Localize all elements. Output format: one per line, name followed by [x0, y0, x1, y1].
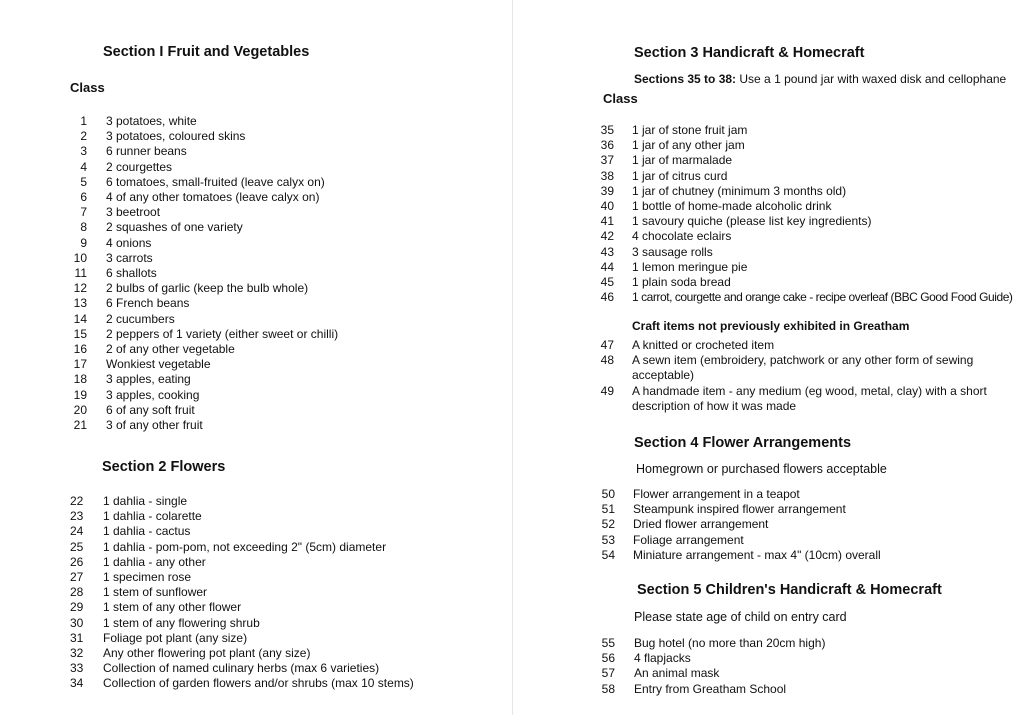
list-item: 8 2 squashes of one variety: [80, 220, 243, 235]
list-item: 1 3 potatoes, white: [80, 114, 197, 128]
list-item: 40 1 bottle of home-made alcoholic drink: [600, 199, 832, 214]
craft-items-heading: Craft items not previously exhibited in Greatham: [632, 319, 910, 333]
list-item: 52 Dried flower arrangement: [601, 517, 769, 532]
list-item: 9 4 onions: [80, 235, 152, 250]
list-item: 21 3 of any other fruit: [73, 418, 203, 433]
list-item: 2 3 potatoes, coloured skins: [80, 129, 246, 144]
section-4-title: Section 4 Flower Arrangements: [634, 435, 852, 451]
section-3-list: [598, 123, 1028, 305]
section-1-title: Section I Fruit and Vegetables: [103, 44, 310, 60]
list-item: 20 6 of any soft fruit: [73, 402, 195, 417]
section-5-title: Section 5 Children's Handicraft & Homecraft: [637, 582, 942, 598]
list-item: 29 1 stem of any other flower: [70, 600, 242, 615]
list-item: 26 1 dahlia - any other: [70, 554, 206, 569]
section-3-title: Section 3 Handicraft & Homecraft: [634, 45, 865, 61]
list-item: 45 1 plain soda bread: [600, 275, 731, 290]
list-item: 25 1 dahlia - pom-pom, not exceeding 2" (5cm) diameter: [70, 539, 387, 554]
list-item: 51 Steampunk inspired flower arrangement: [601, 502, 846, 517]
list-item: 39 1 jar of chutney (minimum 3 months old): [600, 183, 847, 198]
list-item: 33 Collection of named culinary herbs (max 6 varieties): [70, 661, 380, 676]
list-item: 15 2 peppers of 1 variety (either sweet or chilli): [73, 326, 339, 341]
list-item: 4 2 courgettes: [80, 159, 173, 174]
craft-items-list: [598, 338, 1018, 414]
list-item: 36 1 jar of any other jam: [600, 138, 745, 153]
list-item: 58 Entry from Greatham School: [601, 681, 787, 696]
list-item: 27 1 specimen rose: [70, 570, 192, 585]
section-5-list: [598, 636, 1018, 697]
page-divider: [512, 0, 513, 715]
section-5-note: Please state age of child on entry card: [634, 610, 847, 624]
list-item: 35 1 jar of stone fruit jam: [600, 123, 748, 137]
list-item: 37 1 jar of marmalade: [600, 153, 733, 168]
list-item: 56 4 flapjacks: [601, 651, 691, 666]
list-item: 43 3 sausage rolls: [600, 244, 713, 259]
list-item: 23 1 dahlia - colarette: [70, 509, 202, 524]
list-item: 19 3 apples, cooking: [73, 387, 200, 402]
list-item: 3 6 runner beans: [80, 144, 187, 159]
list-item: 48 A sewn item (embroidery, patchwork or any other form of sewing acceptable): [600, 353, 974, 383]
section-4-note: Homegrown or purchased flowers acceptable: [636, 462, 887, 476]
list-item: 42 4 chocolate eclairs: [600, 229, 732, 244]
list-item: 18 3 apples, eating: [73, 372, 191, 387]
section-1-list: [70, 114, 490, 433]
list-item: 11 6 shallots: [74, 266, 157, 281]
list-item: 53 Foliage arrangement: [601, 532, 744, 547]
list-item: 22 1 dahlia - single: [70, 494, 188, 508]
list-item: 44 1 lemon meringue pie: [600, 259, 748, 274]
list-item: 13 6 French beans: [73, 296, 190, 311]
list-item: 5 6 tomatoes, small-fruited (leave calyx on): [80, 174, 325, 189]
list-item: 41 1 savoury quiche (please list key ingredients): [600, 214, 872, 229]
list-item: 24 1 dahlia - cactus: [70, 524, 191, 539]
list-item: 31 Foliage pot plant (any size): [70, 630, 248, 645]
list-item: 57 An animal mask: [601, 666, 720, 681]
class-label-left: Class: [70, 80, 105, 95]
list-item: 12 2 bulbs of garlic (keep the bulb whole): [73, 281, 309, 296]
class-label-right: Class: [603, 91, 638, 106]
list-item: 30 1 stem of any flowering shrub: [70, 615, 260, 630]
list-item: 7 3 beetroot: [80, 205, 161, 220]
list-item: 6 4 of any other tomatoes (leave calyx on): [80, 190, 320, 205]
list-item: 32 Any other flowering pot plant (any size): [70, 646, 311, 661]
list-item: 17 Wonkiest vegetable: [73, 357, 211, 372]
list-item: 34 Collection of garden flowers and/or shrubs (max 10 stems): [70, 676, 414, 691]
section-2-title: Section 2 Flowers: [102, 459, 226, 475]
list-item: 16 2 of any other vegetable: [73, 342, 235, 357]
list-item: 55 Bug hotel (no more than 20cm high): [601, 636, 826, 650]
section-3-note: Sections 35 to 38: Use a 1 pound jar with waxed disk and cellophane: [634, 72, 1007, 86]
list-item: 38 1 jar of citrus curd: [600, 168, 728, 183]
list-item: 28 1 stem of sunflower: [70, 585, 208, 600]
list-item: 46 1 carrot, courgette and orange cake - recipe overleaf (BBC Good Food Guide): [600, 290, 1013, 305]
list-item: 14 2 cucumbers: [73, 311, 175, 326]
section-4-list: [598, 487, 1018, 563]
list-item: 54 Miniature arrangement - max 4" (10cm) overall: [601, 547, 881, 562]
list-item: 49 A handmade item - any medium (eg wood, metal, clay) with a short description of how it was made: [600, 383, 987, 413]
list-item: 10 3 carrots: [73, 250, 153, 265]
list-item: 47 A knitted or crocheted item: [600, 338, 775, 352]
list-item: 50 Flower arrangement in a teapot: [601, 487, 800, 501]
section-2-list: [70, 494, 500, 692]
